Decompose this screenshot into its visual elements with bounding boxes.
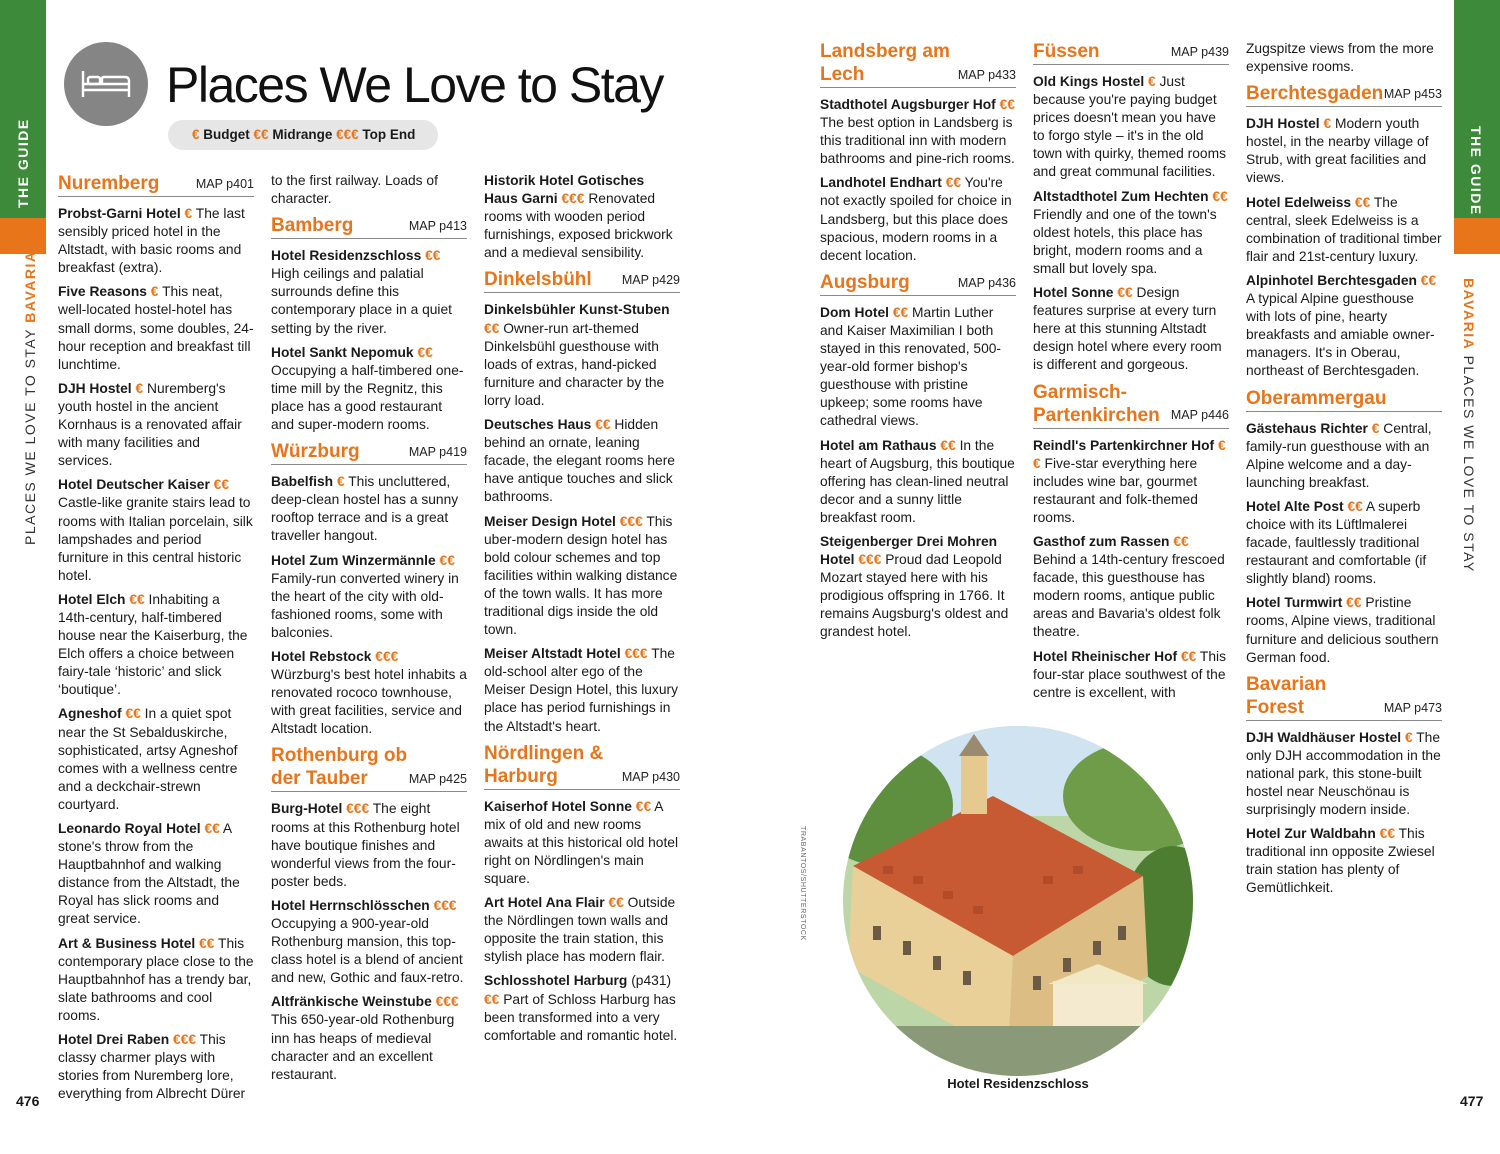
map-reference: MAP p430: [621, 769, 680, 784]
listing-entry: [58, 935, 254, 1025]
price-indicator: €€: [439, 552, 455, 568]
listing-name: Hotel Deutscher Kaiser: [58, 477, 210, 493]
listing-name: Hotel Sankt Nepomuk: [271, 344, 414, 360]
listing-name: Hotel Herrnschlösschen: [271, 897, 430, 913]
listing-name: Hotel Residenzschloss: [271, 248, 422, 264]
town-heading: [484, 268, 680, 293]
listing-entry: [820, 437, 1016, 527]
listing-description: In a quiet spot near the St Sebalduskirche, sophisticated, artsy Agneshof comes with a wellness centre and a deckchair-strewn courtyard.: [58, 706, 238, 812]
price-indicator: €: [135, 380, 144, 396]
listing-name: Steigenberger Drei Mohren Hotel: [820, 533, 998, 568]
listing-name: Meiser Design Hotel: [484, 513, 616, 529]
listing-name: Hotel Elch: [58, 591, 126, 607]
listing-name: Schlosshotel Harburg: [484, 973, 628, 989]
listing-name: Historik Hotel Gotisches Haus Garni: [484, 173, 645, 207]
town-heading: [1246, 387, 1442, 412]
listing-entry: [271, 552, 467, 642]
price-indicator: €€: [1346, 595, 1362, 611]
listing-name: Gasthof zum Rassen: [1033, 533, 1170, 549]
town-heading: [271, 744, 467, 792]
price-indicator: €€: [940, 437, 956, 453]
side-tab-orange-left: [0, 218, 46, 254]
listing-entry: [484, 301, 680, 410]
listing-entry: [484, 645, 680, 735]
listing-description: This uncluttered, deep-clean hostel has a sunny rooftop terrace and is a great traveller hangout.: [271, 474, 459, 544]
column-2: [271, 172, 467, 1090]
listing-entry: [1033, 533, 1229, 642]
side-label-guide-left: THE GUIDE: [15, 118, 31, 208]
map-reference: MAP p419: [408, 445, 467, 460]
town-heading: [820, 271, 1016, 296]
listing-name: Probst-Garni Hotel: [58, 206, 181, 221]
map-reference: MAP p473: [1383, 700, 1442, 715]
listing-name: Hotel Drei Raben: [58, 1032, 170, 1048]
column-6: [1246, 40, 1442, 904]
town-name: Füssen: [1033, 41, 1100, 62]
price-indicator: €€: [1379, 826, 1395, 842]
town-name: Bavarian Forest: [1246, 673, 1327, 718]
price-indicator: €€€: [375, 648, 399, 664]
column-4: [820, 40, 1016, 648]
town-name: Augsburg: [820, 271, 910, 293]
side-label-guide-right: THE GUIDE: [1468, 126, 1484, 216]
town-name: Würzburg: [271, 441, 360, 463]
price-indicator: €€€: [561, 191, 585, 207]
photo-credit: TRABANTOS/SHUTTERSTOCK: [799, 826, 806, 941]
listing-description: The old-school alter ego of the Meiser Design Hotel, this luxury place has period furnishings in the Altstadt's heart.: [484, 646, 678, 734]
listing-description: Owner-run art-themed Dinkelsbühl guesthouse with loads of extras, hand-picked furniture and character by the lorry load.: [484, 320, 665, 408]
continued-text: [1246, 40, 1442, 76]
listing-entry: [271, 993, 467, 1083]
town-name: Garmisch-Partenkirchen: [1033, 381, 1160, 426]
map-reference: MAP p433: [957, 67, 1016, 82]
listing-name: Hotel Turmwirt: [1246, 595, 1343, 611]
listing-entry: [271, 648, 467, 738]
page-title: Places We Love to Stay: [166, 57, 663, 113]
listing-entry: [58, 476, 254, 585]
listing-name: Hotel Edelweiss: [1246, 194, 1352, 210]
listing-name: DJH Hostel: [1246, 116, 1320, 132]
price-indicator: €: [1371, 420, 1380, 436]
listing-entry: [271, 344, 467, 434]
price-indicator: €€: [129, 591, 145, 607]
price-indicator: €€€: [619, 513, 643, 529]
listing-description: Five-star everything here includes wine bar, gourmet restaurant and folk-themed rooms.: [1033, 455, 1198, 525]
listing-name: Hotel Zum Winzermännle: [271, 552, 436, 568]
listing-description: The best option in Landsberg is this traditional inn with modern bathrooms and pine-rich rooms.: [820, 115, 1015, 167]
page-reference: (p431): [631, 973, 672, 989]
listing-name: Hotel Rheinischer Hof: [1033, 648, 1178, 664]
price-indicator: €€€: [433, 897, 457, 913]
price-indicator: €€: [1173, 533, 1189, 549]
listing-description: Friendly and one of the town's oldest hotels, this place has bright, modern rooms and a small but lovely spa.: [1033, 206, 1217, 276]
town-heading: [1033, 381, 1229, 429]
listing-entry: [1246, 729, 1442, 819]
listing-name: Agneshof: [58, 706, 122, 722]
town-heading: [1246, 82, 1442, 107]
listing-description: to the first railway. Loads of character.: [271, 173, 438, 207]
listing-description: The only DJH accommodation in the national park, this stone-built hostel near Neuschönau is surprisingly modern inside.: [1246, 729, 1441, 818]
listing-entry: [1246, 194, 1442, 266]
listing-name: Dinkelsbühler Kunst-Stuben: [484, 302, 670, 318]
column-3: [484, 172, 680, 1051]
listing-description: In the heart of Augsburg, this boutique offering has clean-lined neutral decor and a sunny little breakfast room.: [820, 437, 1015, 525]
listing-entry: [271, 247, 467, 337]
price-indicator: €€: [1347, 498, 1363, 514]
price-indicator: €€: [1180, 648, 1197, 664]
listing-description: High ceilings and palatial surrounds define this contemporary place in a quiet setting by the river.: [271, 266, 452, 336]
listing-entry: [1246, 115, 1442, 187]
price-indicator: €€€: [624, 646, 648, 662]
photo-caption: Hotel Residenzschloss: [947, 1076, 1089, 1091]
map-reference: MAP p425: [408, 772, 467, 787]
listing-description: A mix of old and new rooms awaits at this historical old hotel right on Nördlingen's main square.: [484, 798, 679, 886]
listing-entry: [271, 897, 467, 987]
price-indicator: €€€: [858, 552, 882, 568]
listing-entry: [1246, 272, 1442, 381]
listing-entry: [271, 473, 467, 545]
listing-entry: [1033, 73, 1229, 182]
listing-description: A typical Alpine guesthouse with lots of pine, hearty breakfasts and amiable owner-managers. It's in Oberau, northeast of Berchtesgaden.: [1246, 291, 1435, 379]
page-number-right: 477: [1460, 1093, 1484, 1109]
listing-description: Zugspitze views from the more expensive rooms.: [1246, 41, 1434, 75]
listing-entry: [484, 894, 680, 966]
listing-description: Outside the Nördlingen town walls and opposite the train station, this stylish place has modern flair.: [484, 895, 676, 965]
listing-description: Occupying a half-timbered one-time mill by the Regnitz, this place has a good restaurant and super-modern rooms.: [271, 362, 464, 433]
town-heading: [58, 172, 254, 197]
listing-entry: [1033, 284, 1229, 374]
price-legend: € Budget €€ Midrange €€€ Top End: [168, 120, 438, 150]
price-indicator: €€: [1354, 194, 1371, 210]
listing-name: Hotel Alte Post: [1246, 498, 1344, 514]
listing-name: Dom Hotel: [820, 304, 889, 320]
hotel-photo: [843, 726, 1193, 1076]
listing-description: Modern youth hostel, in the nearby village of Strub, with great facilities and views.: [1246, 116, 1429, 186]
listing-name: Leonardo Royal Hotel: [58, 821, 201, 836]
listing-entry: [820, 533, 1016, 642]
listing-description: Occupying a 900-year-old Rothenburg mansion, this top-class hotel is a blend of ancient and new, Gothic and faux-retro.: [271, 916, 464, 986]
listing-entry: [484, 172, 680, 262]
listing-description: Family-run converted winery in the heart of the city with old-fashioned rooms, some with balconies.: [271, 570, 459, 640]
listing-name: Art Hotel Ana Flair: [484, 895, 605, 911]
listing-description: Würzburg's best hotel inhabits a renovated rococo townhouse, with great facilities, service and Altstadt location.: [271, 667, 467, 737]
listing-entry: [58, 820, 254, 929]
price-indicator: €: [150, 284, 159, 300]
listing-entry: [58, 205, 254, 277]
price-indicator: €€: [484, 320, 500, 336]
town-heading: [820, 40, 1016, 88]
town-heading: [484, 742, 680, 790]
price-indicator: €: [1404, 729, 1413, 745]
price-indicator: €€: [204, 821, 220, 836]
continued-text: [271, 172, 467, 208]
listing-name: Five Reasons: [58, 284, 147, 300]
listing-description: Behind a 14th-century frescoed facade, this guesthouse has modern rooms, antique public areas and Bavaria's oldest folk theatre.: [1033, 552, 1225, 640]
listing-entry: [58, 380, 254, 470]
price-indicator: €€: [999, 97, 1015, 112]
listing-description: Proud dad Leopold Mozart stayed here with his prodigious offspring in 1766. It remains Augsburg's oldest and grandest hotel.: [820, 552, 1009, 640]
price-indicator: €€: [417, 344, 433, 360]
map-reference: MAP p446: [1170, 408, 1229, 423]
price-indicator: €: [1323, 116, 1332, 132]
listing-entry: [58, 283, 254, 373]
listing-entry: [820, 96, 1016, 168]
map-reference: MAP p439: [1170, 44, 1229, 59]
town-name: Rothenburg ob der Tauber: [271, 745, 408, 790]
page-number-left: 476: [16, 1093, 40, 1109]
price-indicator: €€: [945, 175, 962, 191]
listing-entry: [1246, 594, 1442, 666]
listing-name: Hotel Zur Waldbahn: [1246, 826, 1376, 842]
map-reference: MAP p413: [408, 219, 467, 234]
price-indicator: €€: [608, 895, 624, 911]
listing-description: The central, sleek Edelweiss is a combination of traditional timber flair and 21st-century luxury.: [1246, 194, 1442, 264]
bed-icon: [64, 42, 148, 126]
listing-description: This four-star place southwest of the centre is excellent, with: [1033, 648, 1226, 700]
listing-entry: [820, 304, 1016, 431]
town-heading: [271, 440, 467, 465]
price-indicator: €€: [213, 477, 230, 493]
listing-description: This uber-modern design hotel has bold colour schemes and top facilities within walking distance of the town walls. It has more traditional digs inside the old town.: [484, 513, 678, 638]
price-indicator: €€€: [346, 801, 370, 817]
town-name: Berchtesgaden: [1246, 83, 1384, 105]
listing-description: The eight rooms at this Rothenburg hotel have boutique finishes and wonderful views from the four-poster beds.: [271, 801, 460, 889]
listing-entry: [1033, 188, 1229, 278]
listing-description: The last sensibly priced hotel in the Altstadt, with basic rooms and breakfast (extra).: [58, 206, 245, 276]
town-heading: [1033, 40, 1229, 65]
price-indicator: €: [1148, 74, 1156, 89]
price-indicator: €€: [484, 991, 500, 1007]
price-indicator: €€: [1420, 272, 1437, 288]
listing-entry: [1246, 498, 1442, 588]
side-label-section-left: PLACES WE LOVE TO STAY BAVARIA: [22, 250, 38, 545]
town-heading: [271, 214, 467, 239]
listing-description: This 650-year-old Rothenburg inn has heaps of medieval character and an excellent restaurant.: [271, 1012, 455, 1082]
town-name: Dinkelsbühl: [484, 269, 592, 291]
listing-name: DJH Waldhäuser Hostel: [1246, 729, 1402, 745]
listing-name: Deutsches Haus: [484, 417, 592, 433]
listing-name: Altfränkische Weinstube: [271, 994, 432, 1010]
map-reference: MAP p436: [957, 275, 1016, 290]
price-indicator: €€: [199, 935, 215, 951]
listing-description: Just because you're paying budget prices doesn't mean you have to forgo style – it's in the old town with quirky, themed rooms and great communal facilities.: [1033, 74, 1226, 180]
map-reference: MAP p453: [1383, 87, 1442, 102]
listing-name: Hotel am Rathaus: [820, 437, 937, 453]
listing-description: Nuremberg's youth hostel in the ancient Kornhaus is a renovated affair with many facilities and services.: [58, 380, 242, 469]
listing-entry: [820, 174, 1016, 264]
listing-name: Babelfish: [271, 474, 334, 490]
listing-name: Landhotel Endhart: [820, 175, 942, 191]
listing-name: Old Kings Hostel: [1033, 74, 1145, 89]
map-reference: MAP p401: [195, 176, 254, 191]
listing-description: Hidden behind an ornate, leaning facade, the elegant rooms here have antique touches and slick bathrooms.: [484, 417, 675, 505]
side-label-section-right: BAVARIA PLACES WE LOVE TO STAY: [1461, 278, 1477, 573]
town-name: Landsberg am Lech: [820, 41, 950, 85]
listing-entry: [484, 416, 680, 506]
listing-entry: [58, 705, 254, 814]
price-indicator: €: [184, 206, 193, 221]
listing-description: Part of Schloss Harburg has been transformed into a very comfortable and romantic hotel.: [484, 991, 678, 1043]
listing-name: Stadthotel Augsburger Hof: [820, 97, 996, 112]
listing-name: Meiser Altstadt Hotel: [484, 646, 621, 662]
price-indicator: €€: [425, 248, 441, 264]
listing-name: Alpinhotel Berchtesgaden: [1246, 272, 1417, 288]
town-name: Nördlingen & Harburg: [484, 742, 604, 787]
side-tab-orange-right: [1454, 218, 1500, 254]
price-indicator: €€: [595, 417, 611, 433]
listing-entry: [1033, 437, 1229, 527]
price-indicator: €€€: [435, 994, 459, 1010]
listing-name: Hotel Sonne: [1033, 285, 1114, 301]
listing-description: This classy charmer plays with stories from Nuremberg lore, everything from Albrecht Dürer: [58, 1032, 246, 1102]
listing-description: This traditional inn opposite Zwiesel train station has plenty of Gemütlichkeit.: [1246, 826, 1435, 896]
listing-description: This contemporary place close to the Hauptbahnhof has a trendy bar, slate bathrooms and cool rooms.: [58, 935, 254, 1023]
column-5: [1033, 40, 1229, 708]
listing-name: Art & Business Hotel: [58, 935, 196, 951]
listing-name: DJH Hostel: [58, 380, 132, 396]
town-name: Oberammergau: [1246, 387, 1387, 409]
listing-entry: [1033, 648, 1229, 702]
listing-description: A stone's throw from the Hauptbahnhof and walking distance from the Altstadt, the Royal has slick rooms and great service.: [58, 821, 240, 927]
town-name: Bamberg: [271, 215, 354, 237]
listing-entry: [58, 1031, 254, 1103]
town-heading: [1246, 673, 1442, 721]
listing-entry: [1246, 420, 1442, 492]
map-reference: MAP p429: [621, 273, 680, 288]
price-indicator: €€: [635, 798, 652, 814]
listing-description: Design features surprise at every turn here at this stunning Altstadt design hotel where every room is different and gorgeous.: [1033, 285, 1222, 373]
price-indicator: €€: [1033, 437, 1226, 471]
listing-description: Martin Luther and Kaiser Maximilian I both stayed in this renovated, 500-year-old former bishop's guesthouse with pristine upkeep; some rooms have cathedral views.: [820, 304, 1002, 429]
price-indicator: €€: [125, 706, 141, 722]
listing-description: Central, family-run guesthouse with an Alpine welcome and a day-launching breakfast.: [1246, 420, 1432, 490]
listing-description: You're not exactly spoiled for choice in Landsberg, but this place does spacious, modern rooms in a decent location.: [820, 175, 1012, 263]
price-indicator: €: [336, 474, 345, 490]
listing-name: Hotel Rebstock: [271, 648, 372, 664]
listing-description: Pristine rooms, Alpine views, traditional furniture and delicious southern German food.: [1246, 595, 1439, 665]
listing-description: Inhabiting a 14th-century, half-timbered house near the Kaiserburg, the Elch offers a choice between fairy-tale ‘historic’ and slick ‘boutique’.: [58, 591, 248, 698]
listing-entry: [271, 800, 467, 890]
listing-name: Gästehaus Richter: [1246, 420, 1368, 436]
listing-entry: [1246, 825, 1442, 897]
price-indicator: €€€: [173, 1032, 197, 1048]
listing-description: Renovated rooms with wooden period furnishings, exposed brickwork and a medieval sensibility.: [484, 191, 673, 261]
price-indicator: €€: [1212, 188, 1228, 204]
listing-name: Kaiserhof Hotel Sonne: [484, 798, 632, 814]
listing-entry: [58, 591, 254, 700]
town-name: Nuremberg: [58, 173, 160, 194]
price-indicator: €€: [1117, 285, 1133, 301]
listing-description: Castle-like granite stairs lead to rooms with Italian porcelain, silk lampshades and period furniture in this central historic hotel.: [58, 495, 253, 583]
listing-entry: [484, 513, 680, 640]
price-indicator: €€: [892, 304, 909, 320]
column-1: [58, 172, 254, 1109]
listing-name: Altstadthotel Zum Hechten: [1033, 188, 1209, 204]
listing-description: A superb choice with its Lüftlmalerei facade, faultlessly traditional restaurant and comfortable (if slightly bland) rooms.: [1246, 498, 1427, 587]
listing-entry: [484, 972, 680, 1044]
listing-description: This neat, well-located hostel-hotel has small dorms, some doubles, 24-hour reception and breakfast till lunchtime.: [58, 284, 254, 372]
listing-name: Burg-Hotel: [271, 801, 343, 817]
listing-entry: [484, 798, 680, 888]
listing-name: Reindl's Partenkirchner Hof: [1033, 437, 1215, 453]
